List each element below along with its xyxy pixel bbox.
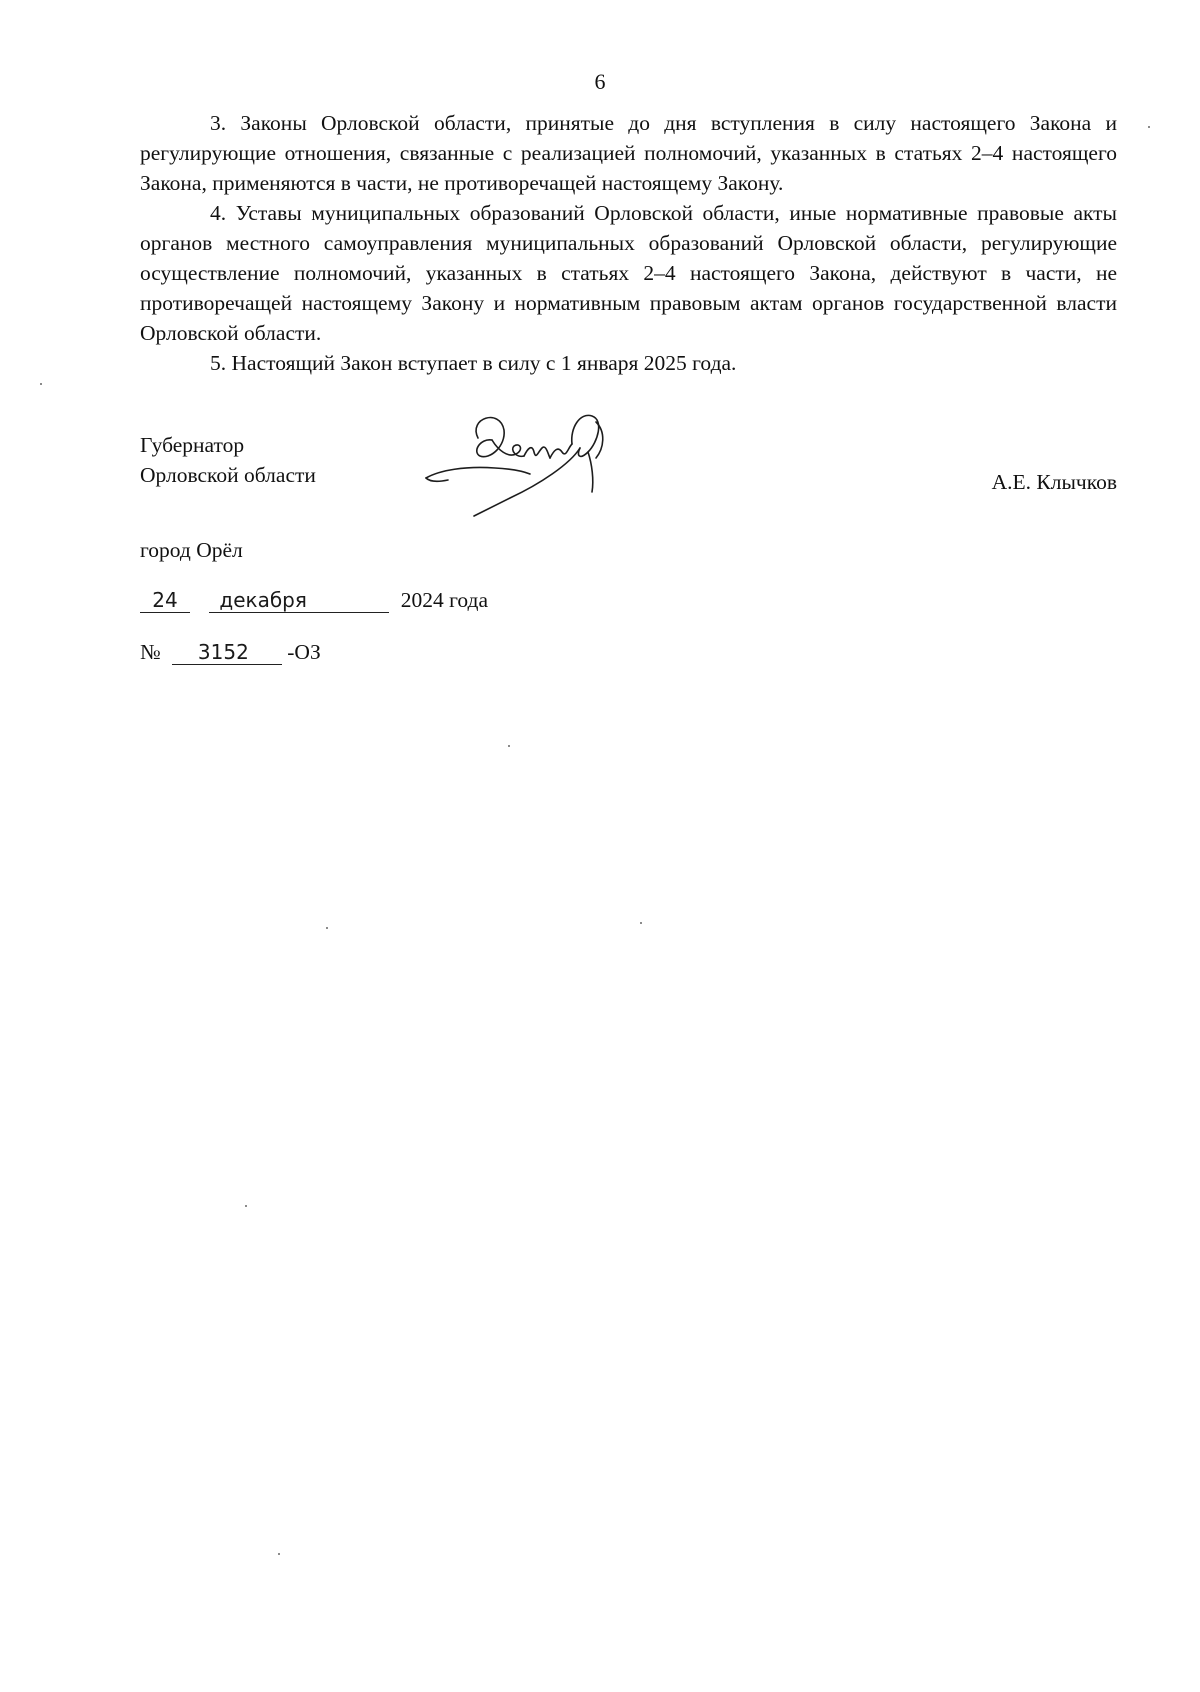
law-number: 3152 (172, 640, 282, 665)
city: город Орёл (140, 538, 243, 562)
signatory-title-line2: Орловской области (140, 463, 316, 487)
scan-speck (326, 927, 328, 929)
date-year: 2024 года (400, 588, 489, 612)
handwritten-signature (420, 408, 640, 518)
scan-speck (245, 1205, 247, 1207)
signatory-title (140, 430, 316, 490)
paragraph-4: 4. Уставы муниципальных образований Орловской области, иные нормативные правовые акты органов местного самоуправления муниципальных образований Орловской области, регулирующие осуществление полномочий, указанных в статьях 2–4 настоящего Закона, действуют в части, не противоречащей настоящему Закону и нормативным правовым актам органов государственной власти Орловской области. (140, 201, 1117, 345)
scan-speck (278, 1553, 280, 1555)
page-number: 6 (594, 69, 606, 94)
number-sign: № (140, 640, 161, 664)
scan-speck (508, 745, 510, 747)
date-month: декабря (209, 588, 389, 613)
scan-speck (640, 922, 642, 924)
paragraph-5: 5. Настоящий Закон вступает в силу с 1 января 2025 года. (210, 351, 737, 375)
law-number-suffix: -ОЗ (287, 640, 321, 664)
signatory-name: А.Е. Клычков (991, 470, 1117, 494)
scan-speck (1148, 126, 1150, 128)
date-line (140, 585, 488, 615)
scan-speck (40, 383, 42, 385)
law-number-line (140, 637, 321, 667)
document-body (140, 108, 1117, 378)
signatory-title-line1: Губернатор (140, 433, 245, 457)
date-day: 24 (140, 588, 190, 613)
paragraph-3: 3. Законы Орловской области, принятые до дня вступления в силу настоящего Закона и регулирующие отношения, связанные с реализацией полномочий, указанных в статьях 2–4 настоящего Закона, применяются в части, не противоречащей настоящему Закону. (140, 111, 1117, 195)
